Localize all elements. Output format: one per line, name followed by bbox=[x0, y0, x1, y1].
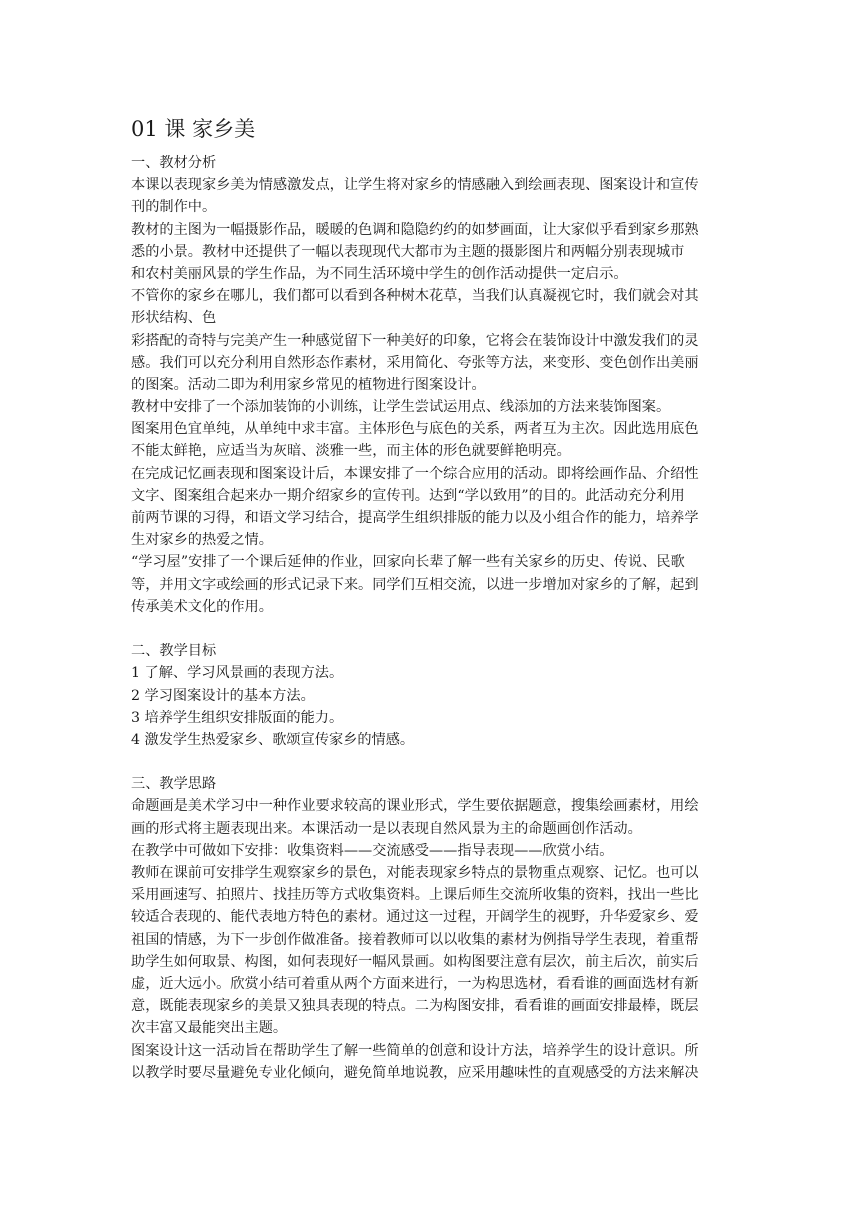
text-line: 感。我们可以充分利用自然形态作素材，采用简化、夸张等方法，来变形、变色创作出美丽 bbox=[131, 354, 699, 371]
text-line: 形状结构、色 bbox=[131, 310, 217, 327]
text-line: 的图案。活动二即为利用家乡常见的植物进行图案设计。 bbox=[131, 376, 486, 393]
text-line: 祖国的情感，为下一步创作做准备。接着教师可以以收集的素材为例指导学生表现，着重帮 bbox=[131, 931, 699, 948]
text-line: 图案用色宜单纯，从单纯中求丰富。主体形色与底色的关系，两者互为主次。因此选用底色 bbox=[131, 421, 699, 438]
section-heading: 三、教学思路 bbox=[131, 776, 217, 793]
paragraph-gap bbox=[131, 618, 731, 640]
text-line: 次丰富又最能突出主题。 bbox=[131, 1020, 288, 1037]
text-line: 采用画速写、拍照片、找挂历等方式收集资料。上课后师生交流所收集的资料，找出一些比 bbox=[131, 887, 699, 904]
text-line: “学习屋”安排了一个课后延伸的作业，回家向长辈了解一些有关家乡的历史、传说、民歌 bbox=[131, 554, 685, 571]
text-line: 画的形式将主题表现出来。本课活动一是以表现自然风景为主的命题画创作活动。 bbox=[131, 820, 642, 837]
text-line: 助学生如何取景、构图，如何表现好一幅风景画。如构图要注意有层次，前主后次，前实后 bbox=[131, 953, 699, 970]
text-line: 彩搭配的奇特与完美产生一种感觉留下一种美好的印象，它将会在装饰设计中激发我们的灵 bbox=[131, 332, 699, 349]
text-line: 教材的主图为一幅摄影作品，暖暖的色调和隐隐约约的如梦画面，让大家似乎看到家乡那熟 bbox=[131, 221, 699, 238]
text-line: 等，并用文字或绘画的形式记录下来。同学们互相交流，以进一步增加对家乡的了解，起到 bbox=[131, 576, 699, 593]
text-line: 在完成记忆画表现和图案设计后，本课安排了一个综合应用的活动。即将绘画作品、介绍性 bbox=[131, 465, 699, 482]
section-heading: 一、教材分析 bbox=[131, 155, 217, 171]
text-line: 以教学时要尽量避免专业化倾向，避免简单地说教，应采用趣味性的直观感受的方法来解决 bbox=[131, 1064, 699, 1081]
text-line: 生对家乡的热爱之情。 bbox=[131, 532, 273, 549]
text-line: 3 培养学生组织安排版面的能力。 bbox=[131, 709, 344, 726]
text-line: 刊的制作中。 bbox=[131, 199, 217, 216]
lesson-title: 01 课 家乡美 bbox=[131, 117, 256, 141]
text-line: 悉的小景。教材中还提供了一幅以表现现代大都市为主题的摄影图片和两幅分别表现城市 bbox=[131, 243, 685, 260]
text-line: 图案设计这一活动旨在帮助学生了解一些简单的创意和设计方法，培养学生的设计意识。所 bbox=[131, 1042, 699, 1059]
text-line: 前两节课的习得，和语文学习结合，提高学生组织排版的能力以及小组合作的能力，培养学 bbox=[131, 510, 699, 526]
section-body bbox=[131, 662, 731, 751]
text-line: 文字、图案组合起来办一期介绍家乡的宣传刊。达到“学以致用”的目的。此活动充分利用 bbox=[131, 487, 685, 504]
text-line: 不能太鲜艳，应适当为灰暗、淡雅一些，而主体的形色就要鲜艳明亮。 bbox=[131, 443, 571, 460]
text-line: 教材中安排了一个添加装饰的小训练，让学生尝试运用点、线添加的方法来装饰图案。 bbox=[131, 399, 671, 416]
section-body bbox=[131, 795, 731, 1083]
text-line: 教师在课前可安排学生观察家乡的景色，对能表现家乡特点的景物重点观察、记忆。也可以 bbox=[131, 865, 699, 881]
text-line: 在教学中可做如下安排：收集资料——交流感受——指导表现——欣赏小结。 bbox=[131, 842, 614, 859]
document-body bbox=[131, 114, 731, 1084]
section-body bbox=[131, 174, 731, 618]
text-line: 较适合表现的、能代表地方特色的素材。通过这一过程，开阔学生的视野，升华爱家乡、爱 bbox=[131, 909, 699, 926]
text-line: 和农村美丽风景的学生作品，为不同生活环境中学生的创作活动提供一定启示。 bbox=[131, 265, 628, 282]
text-line: 虚，近大远小。欣赏小结可着重从两个方面来进行，一为构思选材，看看谁的画面选材有新 bbox=[131, 975, 699, 992]
section-heading: 二、教学目标 bbox=[131, 643, 217, 660]
text-line: 命题画是美术学习中一种作业要求较高的课业形式，学生要依据题意，搜集绘画素材，用绘 bbox=[131, 798, 699, 815]
text-line: 意，既能表现家乡的美景又独具表现的特点。二为构图安排，看看谁的画面安排最棒，既层 bbox=[131, 998, 699, 1015]
text-line: 1 了解、学习风景画的表现方法。 bbox=[131, 665, 344, 682]
text-line: 2 学习图案设计的基本方法。 bbox=[131, 687, 315, 704]
text-line: 不管你的家乡在哪儿，我们都可以看到各种树木花草，当我们认真凝视它时，我们就会对其 bbox=[131, 288, 699, 305]
text-line: 传承美术文化的作用。 bbox=[131, 598, 273, 615]
text-line: 本课以表现家乡美为情感激发点，让学生将对家乡的情感融入到绘画表现、图案设计和宣传 bbox=[131, 177, 699, 194]
paragraph-gap bbox=[131, 751, 731, 773]
text-line: 4 激发学生热爱家乡、歌颂宣传家乡的情感。 bbox=[131, 731, 415, 748]
